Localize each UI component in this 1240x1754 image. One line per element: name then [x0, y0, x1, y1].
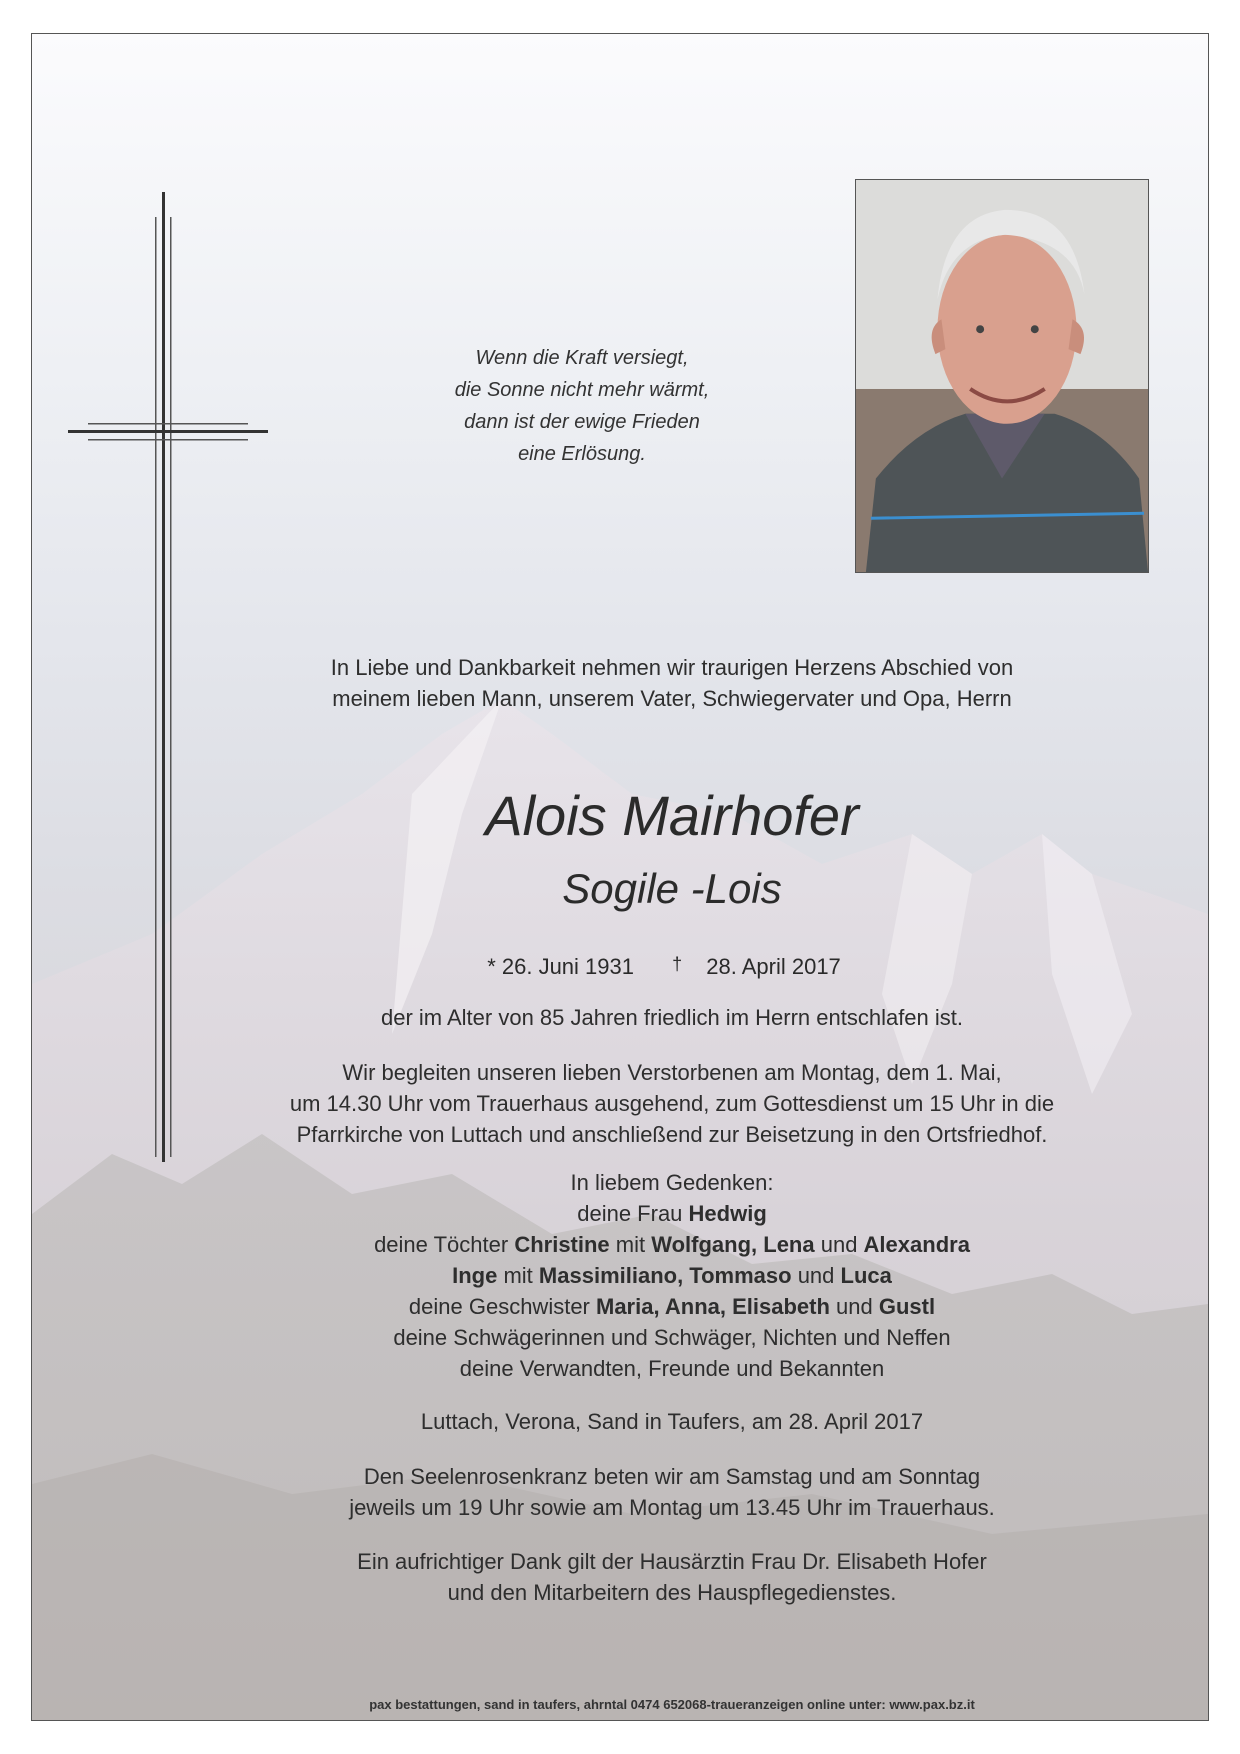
footer-text: pax bestattungen, sand in taufers, ahrntal 0474 652068-traueranzeigen online unter: www.pax.bz.it — [369, 1697, 975, 1712]
mourner-line — [232, 1198, 1112, 1229]
mourner-line: deine Verwandten, Freunde und Bekannten — [459, 1356, 885, 1381]
intro-text — [232, 652, 1112, 714]
mourner-name: Hedwig — [688, 1201, 767, 1226]
age-line: der im Alter von 85 Jahren friedlich im Herrn entschlafen ist. — [380, 1005, 964, 1030]
text: deine Geschwister — [408, 1294, 596, 1319]
mourner-name: Christine — [514, 1232, 610, 1257]
rosary-line: Den Seelenrosenkranz beten wir am Samstag und am Sonntag — [363, 1464, 981, 1489]
text: mit — [497, 1263, 539, 1288]
death-date-group — [672, 954, 857, 979]
poem-line: Wenn die Kraft versiegt, — [475, 347, 689, 369]
mourners-heading: In liebem Gedenken: — [570, 1170, 774, 1195]
mourner-line — [232, 1291, 1112, 1322]
intro-line: In Liebe und Dankbarkeit nehmen wir traurigen Herzens Abschied von — [330, 655, 1014, 680]
text: und — [814, 1232, 864, 1257]
mourner-name: Alexandra — [863, 1232, 970, 1257]
poem-line: die Sonne nicht mehr wärmt, — [454, 379, 710, 401]
mourner-line — [232, 1229, 1112, 1260]
text: mit — [609, 1232, 652, 1257]
portrait-photo — [855, 179, 1149, 573]
funeral-text — [232, 1057, 1112, 1150]
mourner-name: Massimiliano, Tommaso — [538, 1263, 792, 1288]
mourner-name: Gustl — [878, 1294, 936, 1319]
death-date: 28. April 2017 — [706, 954, 841, 979]
deceased-name: Alois Mairhofer — [485, 784, 859, 847]
place-date: Luttach, Verona, Sand in Taufers, am 28. April 2017 — [420, 1409, 924, 1434]
birth-date: * 26. Juni 1931 — [487, 954, 634, 979]
obituary-card — [31, 33, 1209, 1721]
mourner-name: Wolfgang, Lena — [651, 1232, 815, 1257]
mourner-name: Maria, Anna, Elisabeth — [596, 1294, 830, 1319]
funeral-line: Wir begleiten unseren lieben Verstorbenen am Montag, dem 1. Mai, — [342, 1060, 1002, 1085]
poem-line: dann ist der ewige Frieden — [464, 411, 700, 433]
text: und — [791, 1263, 841, 1288]
poem — [382, 342, 782, 470]
mourner-line: deine Schwägerinnen und Schwäger, Nichten und Neffen — [393, 1325, 951, 1350]
text: deine Frau — [577, 1201, 689, 1226]
rosary-text — [232, 1461, 1112, 1523]
dagger-icon: † — [672, 954, 683, 974]
deceased-nickname: Sogile -Lois — [562, 865, 782, 912]
rosary-line: jeweils um 19 Uhr sowie am Montag um 13.45 Uhr im Trauerhaus. — [349, 1495, 995, 1520]
intro-line: meinem lieben Mann, unserem Vater, Schwiegervater und Opa, Herrn — [332, 686, 1012, 711]
poem-line: eine Erlösung. — [518, 443, 646, 465]
mourner-name: Luca — [840, 1263, 892, 1288]
mourner-name: Inge — [452, 1263, 498, 1288]
thanks-line: Ein aufrichtiger Dank gilt der Hausärztin Frau Dr. Elisabeth Hofer — [357, 1549, 987, 1574]
mourner-line — [232, 1260, 1112, 1291]
text: deine Töchter — [374, 1232, 515, 1257]
life-dates — [232, 949, 1112, 982]
funeral-line: Pfarrkirche von Luttach und anschließend zur Beisetzung in den Ortsfriedhof. — [296, 1122, 1048, 1147]
text: und — [829, 1294, 879, 1319]
funeral-line: um 14.30 Uhr vom Trauerhaus ausgehend, zum Gottesdienst um 15 Uhr in die — [289, 1091, 1055, 1116]
mourners-list — [232, 1167, 1112, 1384]
thanks-line: und den Mitarbeitern des Hauspflegedienstes. — [447, 1580, 897, 1605]
thanks-text — [232, 1546, 1112, 1608]
